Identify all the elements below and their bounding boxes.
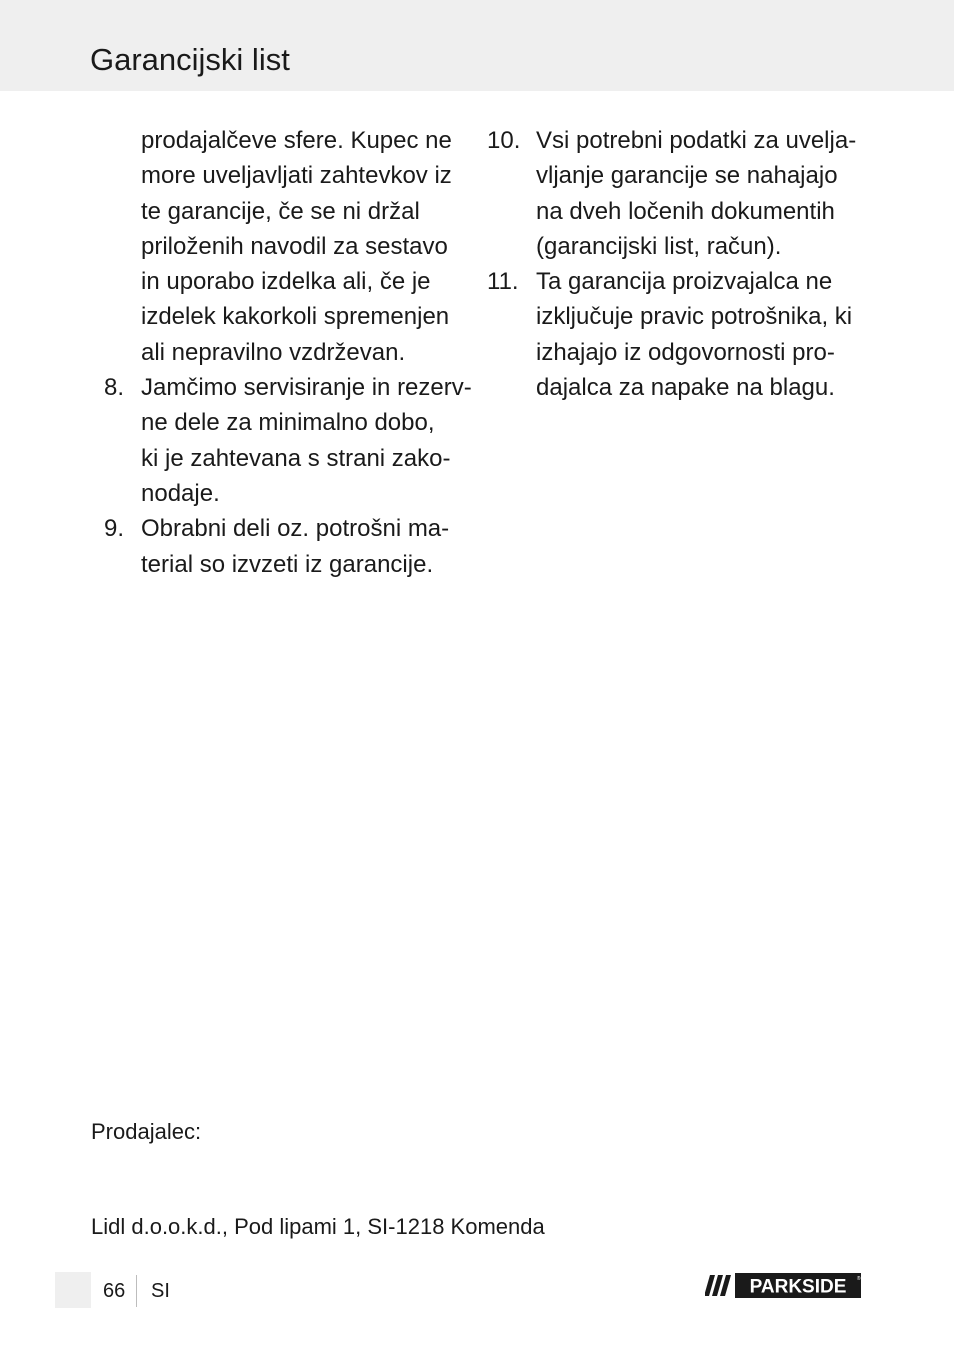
language-code: SI xyxy=(151,1280,170,1302)
right-column xyxy=(487,123,887,405)
text-line: in uporabo izdelka ali, če je xyxy=(141,268,431,296)
footer-divider xyxy=(136,1275,137,1307)
text-line: terial so izvzeti iz garancije. xyxy=(141,550,434,578)
list-item-number: 11. xyxy=(487,268,519,296)
text-line: (garancijski list, račun). xyxy=(536,232,782,260)
text-line: priloženih navodil za sestavo xyxy=(141,232,448,260)
text-line: ali nepravilno vzdrževan. xyxy=(141,338,406,366)
brand-name: PARKSIDE xyxy=(749,1276,847,1298)
text-line: Vsi potrebni podatki za uvelja- xyxy=(536,127,857,154)
list-item-text xyxy=(536,123,856,264)
text-line: ki je zahtevana s strani zako- xyxy=(141,444,451,472)
text-line: Ta garancija proizvajalca ne xyxy=(536,268,833,296)
list-item-11 xyxy=(487,264,887,405)
text-line: na dveh ločenih dokumentih xyxy=(536,197,835,225)
svg-text:®: ® xyxy=(856,1276,861,1282)
text-line: ne dele za minimalno dobo, xyxy=(141,409,435,437)
list-item-number: 8. xyxy=(104,374,125,402)
list-item-8 xyxy=(104,370,484,511)
text-line: vljanje garancije se nahajajo xyxy=(536,162,838,190)
list-item-9 xyxy=(104,511,484,582)
parkside-logo-icon xyxy=(705,1273,863,1298)
list-item-10 xyxy=(487,123,887,264)
seller-address: Lidl d.o.o.k.d., Pod lipami 1, SI-1218 Komenda xyxy=(91,1214,545,1239)
text-line: izključuje pravic potrošnika, ki xyxy=(536,303,853,331)
page-number: 66 xyxy=(103,1280,126,1302)
text-line: Jamčimo servisiranje in rezerv- xyxy=(141,374,472,402)
continued-paragraph xyxy=(104,123,484,370)
left-column xyxy=(104,123,484,582)
text-line: Obrabni deli oz. potrošni ma- xyxy=(141,515,450,543)
page-title: Garancijski list xyxy=(90,42,290,77)
list-item-text xyxy=(536,264,852,405)
text-line: more uveljavljati zahtevkov iz xyxy=(141,162,452,190)
text-line: izhajajo iz odgovornosti pro- xyxy=(536,338,835,366)
list-item-text xyxy=(141,370,472,511)
text-line: nodaje. xyxy=(141,479,220,507)
list-item-number: 10. xyxy=(487,127,521,154)
text-line: dajalca za napake na blagu. xyxy=(536,374,835,402)
text-line: te garancije, če se ni držal xyxy=(141,197,420,225)
text-line: izdelek kakorkoli spremenjen xyxy=(141,303,450,331)
seller-label: Prodajalec: xyxy=(91,1119,202,1144)
footer-marker xyxy=(55,1272,91,1308)
text-line: prodajalčeve sfere. Kupec ne xyxy=(141,127,452,154)
list-item-number: 9. xyxy=(104,515,125,543)
list-item-text xyxy=(141,511,449,582)
